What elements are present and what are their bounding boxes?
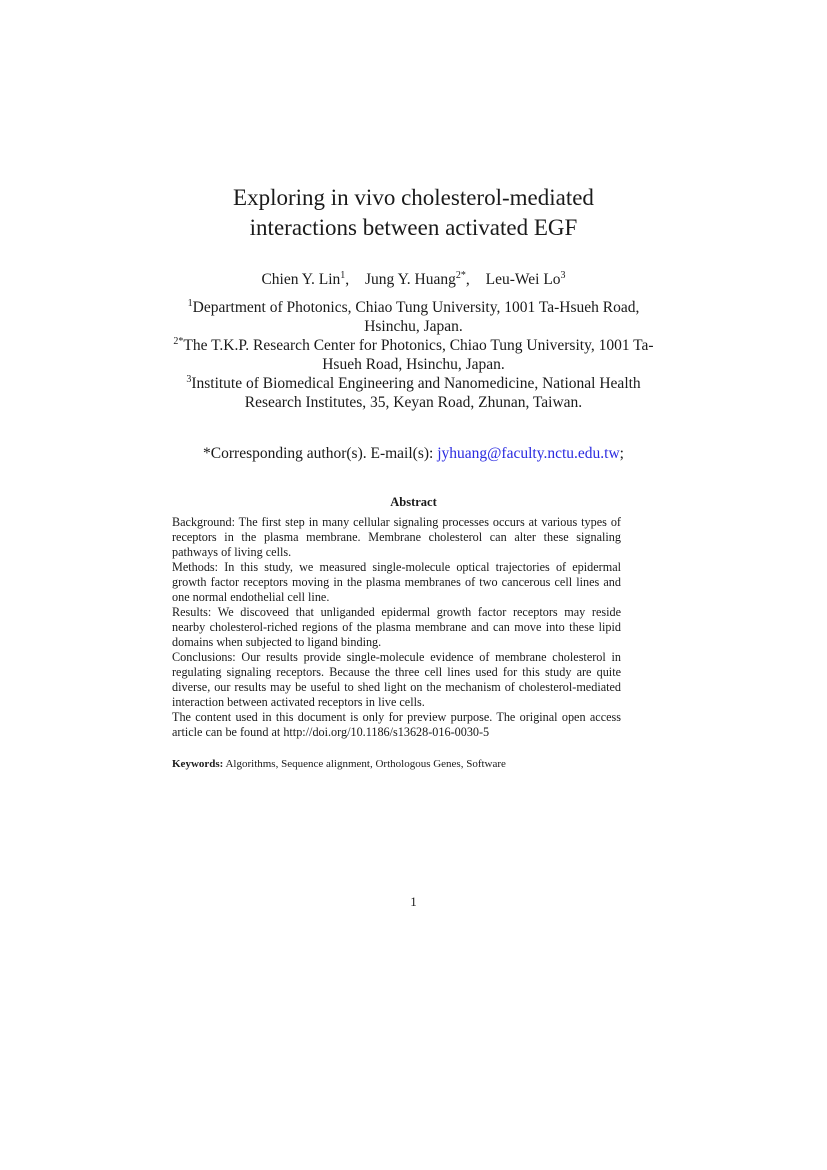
author-3 [486,271,566,288]
keywords-text: Algorithms, Sequence alignment, Orthologous Genes, Software [223,758,506,770]
author-list [0,270,827,290]
affiliation-text: Department of Photonics, Chiao Tung University, 1001 Ta-Hsueh Road, Hsinchu, Japan. [192,299,640,335]
abstract-conclusions: Conclusions: Our results provide single-molecule evidence of membrane cholesterol in regulating signaling receptors. Because the three cell lines used for this study are quite diverse, our results may be useful to shed light on the mechanism of cholesterol-mediated interaction between activated receptors in live cells. [172,650,621,709]
corresponding-suffix: ; [619,445,624,462]
author-2: Jung Y. Huang$^{2*}$, [365,270,470,288]
keywords [172,757,632,771]
corresponding-prefix: *Corresponding author(s). E-mail(s): [203,445,438,462]
email-link[interactable]: jyhuang@faculty.nctu.edu.tw [437,445,620,462]
affiliation-mark: 2* [173,336,184,347]
affiliation-mark: 1 [187,298,193,309]
keywords-label: Keywords: [172,758,224,770]
affiliation-2 [160,336,667,374]
affiliation-1 [160,298,667,336]
affiliation-text: The T.K.P. Research Center for Photonics, Chiao Tung University, 1001 Ta-Hsueh Road, Hsinchu, Japan. [183,337,654,373]
affiliation-list [160,298,667,412]
page-number: 1 [410,894,417,909]
abstract-body [172,515,621,740]
author-mark: 3 [560,270,566,281]
author-name: Jung Y. Huang [365,271,456,288]
abstract-preview-note: The content used in this document is only for preview purpose. The original open access article can be found at http://doi.org/10.1186/s13628-016-0030-5 [172,710,621,739]
corresponding-author [0,444,827,464]
title-line-2: interactions between activated EGF [249,215,578,240]
abstract-results: Results: We discoveed that unliganded epidermal growth factor receptors may reside nearby cholesterol-riched regions of the plasma membrane and can move into these lipid domains when subjected to ligand binding. [172,605,621,649]
affiliation-text: Institute of Biomedical Engineering and Nanomedicine, National Health Research Institutes, 35, Keyan Road, Zhunan, Taiwan. [191,375,641,411]
abstract-background: Background: The first step in many cellular signaling processes occurs at various types of receptors in the plasma membrane. Membrane cholesterol can alter these signaling pathways of living cells. [172,515,621,559]
author-1: Chien Y. Lin$^1$, [261,270,350,288]
abstract-methods: Methods: In this study, we measured single-molecule optical trajectories of epidermal growth factor receptors moving in the plasma membranes of two cancerous cell lines and one normal endothelial cell line. [172,560,621,604]
author-mark: 2* [455,270,466,281]
abstract-heading: Abstract [390,495,437,509]
affiliation-mark: 3 [186,374,192,385]
affiliation-3 [160,374,667,412]
author-mark: 1 [340,270,346,281]
author-name: Chien Y. Lin [261,271,341,288]
author-name: Leu-Wei Lo [485,271,561,288]
paper-title [0,183,827,243]
title-line-1: Exploring in vivo cholesterol-mediated [233,185,594,210]
